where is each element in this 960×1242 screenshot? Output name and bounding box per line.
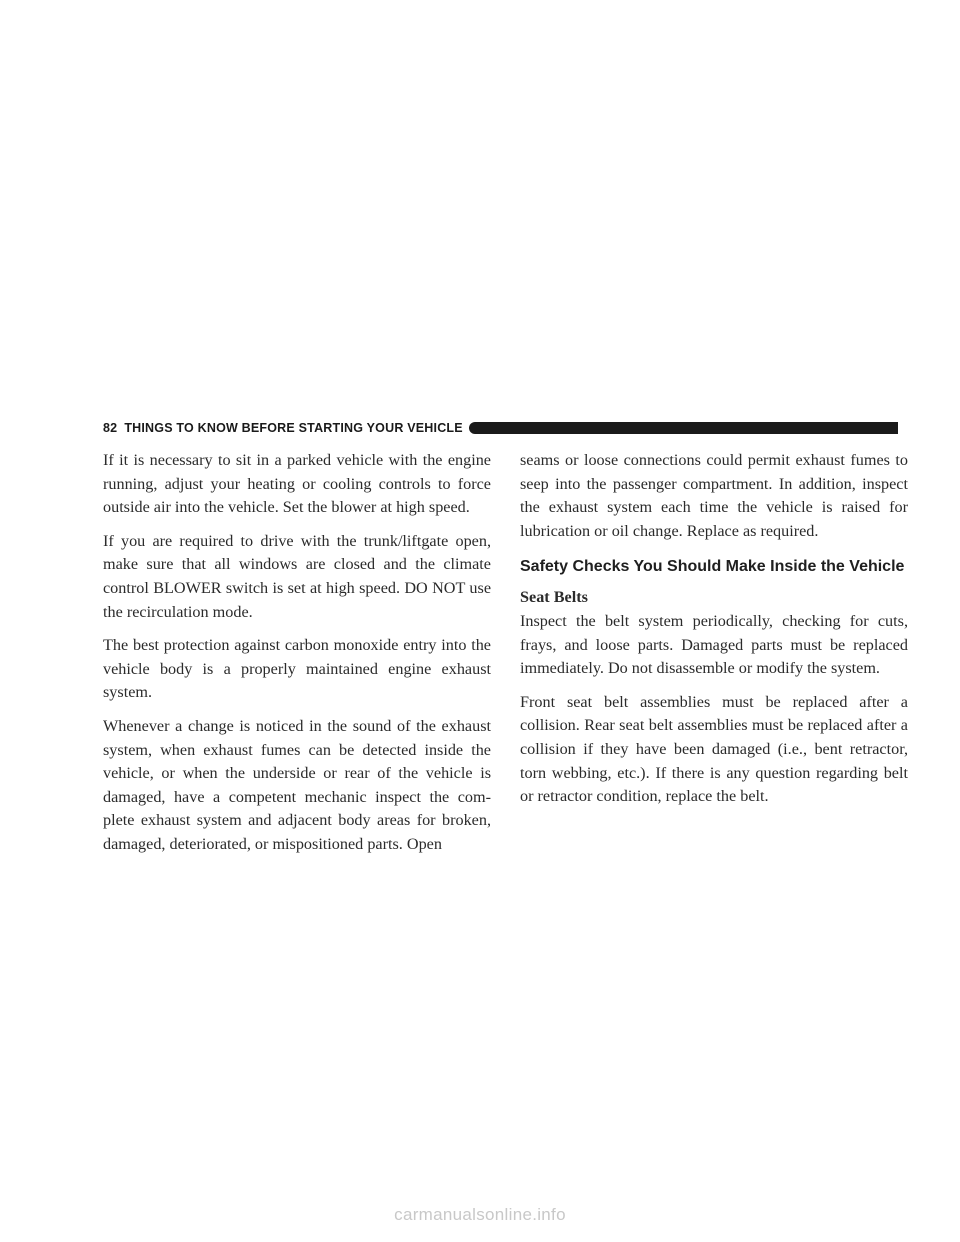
running-section-title: THINGS TO KNOW BEFORE STARTING YOUR VEHICLE (124, 421, 463, 435)
continued-paragraph: seams or loose connections could permit exhaust fumes to seep into the passenger compartment. In addition, inspect the exhaust system each time the vehicle is raised for lubrication or oil change. Replace as required. (520, 451, 908, 540)
paragraph: The best protection against carbon monoxide entry into the vehicle body is a properly maintained engine exhaust system. (103, 636, 491, 702)
header-rule (469, 422, 898, 434)
paragraph: Front seat belt assemblies must be replaced after a collision. Rear seat belt assemblies must be replaced after a collision if they have been damaged (i.e., bent retractor, torn webbing, etc.). If there is any question regarding belt or retractor condition, replace the belt. (520, 692, 908, 806)
right-column (520, 449, 908, 819)
page-header (103, 419, 898, 437)
watermark: carmanualsonline.info (394, 1205, 566, 1224)
left-column (103, 449, 491, 867)
paragraph: Inspect the belt system periodically, checking for cuts, frays, and loose parts. Damaged parts must be replaced immediately. Do not disassemble or modify the system. (520, 611, 908, 678)
paragraph: Whenever a change is noticed in the sound of the exhaust system, when exhaust fumes can be detected inside the vehicle, or when the underside or rear of the vehicle is damaged, have a competent mechanic inspect the com-plete exhaust system and adjacent body areas for broken, damaged, deteriorated, or mispositioned parts. Open (103, 716, 491, 853)
section-heading: Safety Checks You Should Make Inside the Vehicle (520, 558, 905, 576)
paragraph: If it is necessary to sit in a parked vehicle with the engine running, adjust your heating or cooling controls to force outside air into the vehicle. Set the blower at high speed. (103, 451, 491, 517)
subsection-heading: Seat Belts (520, 588, 588, 607)
page-number: 82 (103, 421, 118, 435)
paragraph: If you are required to drive with the trunk/liftgate open, make sure that all windows are closed and the climate control BLOWER switch is set at high speed. DO NOT use the recirculation mode. (103, 531, 491, 621)
